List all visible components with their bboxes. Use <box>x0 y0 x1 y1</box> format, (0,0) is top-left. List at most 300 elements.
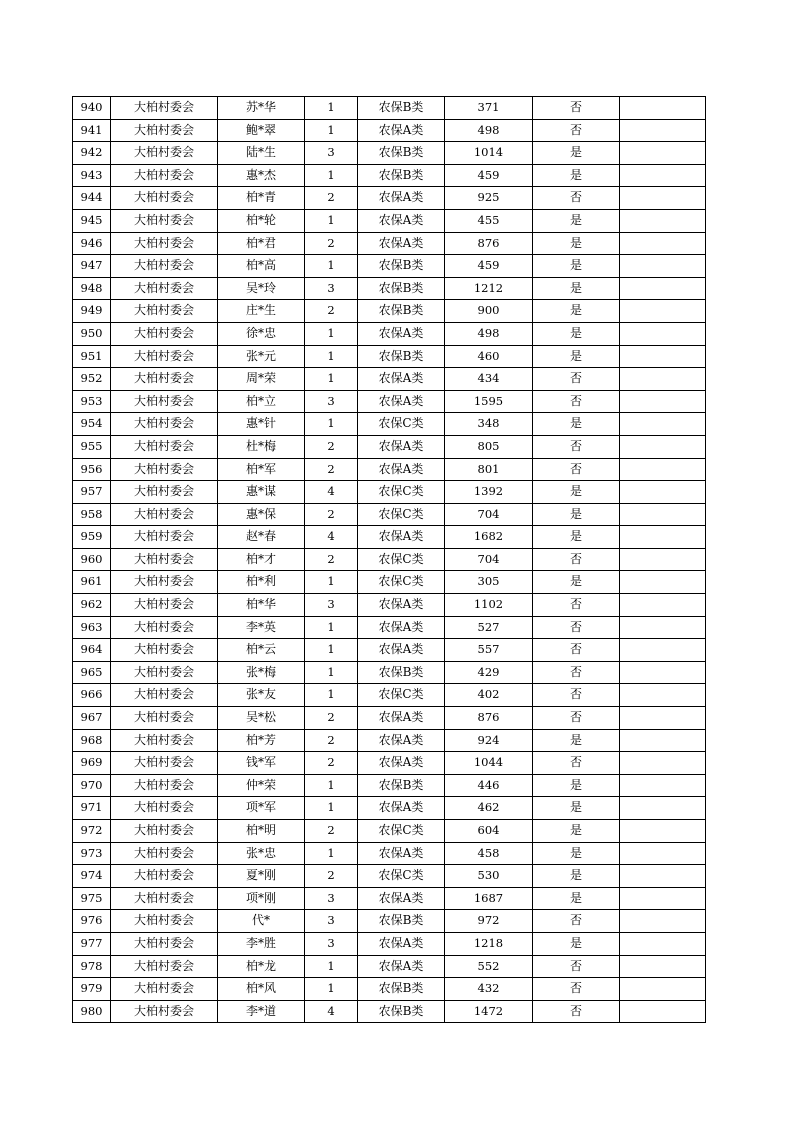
amount-cell: 459 <box>445 164 533 187</box>
yes-no-cell: 是 <box>533 729 620 752</box>
table-row <box>73 503 706 526</box>
household-count-cell: 1 <box>305 978 358 1001</box>
yes-no-cell: 是 <box>533 887 620 910</box>
amount-cell: 1392 <box>445 481 533 504</box>
household-count-cell: 2 <box>305 503 358 526</box>
row-number-cell: 973 <box>73 842 111 865</box>
amount-cell: 459 <box>445 255 533 278</box>
person-name-cell: 柏*君 <box>218 232 305 255</box>
village-committee-cell: 大柏村委会 <box>111 955 218 978</box>
table-row <box>73 820 706 843</box>
yes-no-cell: 否 <box>533 435 620 458</box>
yes-no-cell: 是 <box>533 232 620 255</box>
yes-no-cell: 是 <box>533 277 620 300</box>
insurance-type-cell: 农保C类 <box>358 571 445 594</box>
row-number-cell: 954 <box>73 413 111 436</box>
yes-no-cell: 是 <box>533 164 620 187</box>
amount-cell: 498 <box>445 322 533 345</box>
yes-no-cell: 否 <box>533 684 620 707</box>
table-row <box>73 187 706 210</box>
yes-no-cell: 否 <box>533 594 620 617</box>
table-row <box>73 435 706 458</box>
person-name-cell: 周*荣 <box>218 368 305 391</box>
household-count-cell: 1 <box>305 842 358 865</box>
row-number-cell: 970 <box>73 774 111 797</box>
person-name-cell: 吴*松 <box>218 707 305 730</box>
insurance-type-cell: 农保C类 <box>358 481 445 504</box>
row-number-cell: 955 <box>73 435 111 458</box>
remark-cell <box>620 571 706 594</box>
village-committee-cell: 大柏村委会 <box>111 707 218 730</box>
village-committee-cell: 大柏村委会 <box>111 119 218 142</box>
village-committee-cell: 大柏村委会 <box>111 774 218 797</box>
insurance-type-cell: 农保A类 <box>358 368 445 391</box>
remark-cell <box>620 503 706 526</box>
yes-no-cell: 是 <box>533 255 620 278</box>
insurance-type-cell: 农保C类 <box>358 684 445 707</box>
row-number-cell: 962 <box>73 594 111 617</box>
remark-cell <box>620 142 706 165</box>
household-count-cell: 2 <box>305 187 358 210</box>
amount-cell: 1212 <box>445 277 533 300</box>
row-number-cell: 957 <box>73 481 111 504</box>
row-number-cell: 976 <box>73 910 111 933</box>
insurance-type-cell: 农保B类 <box>358 978 445 1001</box>
amount-cell: 604 <box>445 820 533 843</box>
person-name-cell: 柏*高 <box>218 255 305 278</box>
amount-cell: 805 <box>445 435 533 458</box>
village-committee-cell: 大柏村委会 <box>111 616 218 639</box>
insurance-type-cell: 农保B类 <box>358 1000 445 1023</box>
amount-cell: 900 <box>445 300 533 323</box>
table-row <box>73 571 706 594</box>
person-name-cell: 陆*生 <box>218 142 305 165</box>
remark-cell <box>620 820 706 843</box>
row-number-cell: 941 <box>73 119 111 142</box>
remark-cell <box>620 797 706 820</box>
table-row <box>73 684 706 707</box>
remark-cell <box>620 887 706 910</box>
person-name-cell: 庄*生 <box>218 300 305 323</box>
row-number-cell: 948 <box>73 277 111 300</box>
household-count-cell: 3 <box>305 887 358 910</box>
household-count-cell: 2 <box>305 865 358 888</box>
yes-no-cell: 是 <box>533 571 620 594</box>
amount-cell: 1044 <box>445 752 533 775</box>
amount-cell: 429 <box>445 661 533 684</box>
person-name-cell: 苏*华 <box>218 97 305 120</box>
amount-cell: 1102 <box>445 594 533 617</box>
household-count-cell: 1 <box>305 571 358 594</box>
person-name-cell: 柏*青 <box>218 187 305 210</box>
row-number-cell: 977 <box>73 932 111 955</box>
person-name-cell: 惠*谋 <box>218 481 305 504</box>
person-name-cell: 柏*芳 <box>218 729 305 752</box>
person-name-cell: 吴*玲 <box>218 277 305 300</box>
household-count-cell: 1 <box>305 255 358 278</box>
insurance-type-cell: 农保B类 <box>358 661 445 684</box>
yes-no-cell: 是 <box>533 209 620 232</box>
person-name-cell: 柏*风 <box>218 978 305 1001</box>
household-count-cell: 3 <box>305 594 358 617</box>
insurance-type-cell: 农保A类 <box>358 594 445 617</box>
village-committee-cell: 大柏村委会 <box>111 639 218 662</box>
village-committee-cell: 大柏村委会 <box>111 503 218 526</box>
insurance-type-cell: 农保A类 <box>358 752 445 775</box>
table-row <box>73 164 706 187</box>
table-row <box>73 955 706 978</box>
table-row <box>73 277 706 300</box>
village-committee-cell: 大柏村委会 <box>111 164 218 187</box>
table-row <box>73 526 706 549</box>
row-number-cell: 946 <box>73 232 111 255</box>
household-count-cell: 1 <box>305 661 358 684</box>
row-number-cell: 961 <box>73 571 111 594</box>
row-number-cell: 940 <box>73 97 111 120</box>
village-committee-cell: 大柏村委会 <box>111 300 218 323</box>
amount-cell: 1472 <box>445 1000 533 1023</box>
household-count-cell: 2 <box>305 752 358 775</box>
village-committee-cell: 大柏村委会 <box>111 526 218 549</box>
person-name-cell: 杜*梅 <box>218 435 305 458</box>
household-count-cell: 1 <box>305 616 358 639</box>
village-committee-cell: 大柏村委会 <box>111 910 218 933</box>
amount-cell: 462 <box>445 797 533 820</box>
insurance-type-cell: 农保A类 <box>358 932 445 955</box>
household-count-cell: 1 <box>305 119 358 142</box>
village-committee-cell: 大柏村委会 <box>111 797 218 820</box>
yes-no-cell: 是 <box>533 820 620 843</box>
person-name-cell: 代* <box>218 910 305 933</box>
row-number-cell: 950 <box>73 322 111 345</box>
table-row <box>73 368 706 391</box>
amount-cell: 434 <box>445 368 533 391</box>
person-name-cell: 柏*华 <box>218 594 305 617</box>
remark-cell <box>620 255 706 278</box>
village-committee-cell: 大柏村委会 <box>111 390 218 413</box>
amount-cell: 460 <box>445 345 533 368</box>
table-row <box>73 97 706 120</box>
amount-cell: 876 <box>445 232 533 255</box>
household-count-cell: 1 <box>305 774 358 797</box>
table-row <box>73 142 706 165</box>
person-name-cell: 钱*军 <box>218 752 305 775</box>
insurance-type-cell: 农保B类 <box>358 164 445 187</box>
amount-cell: 1218 <box>445 932 533 955</box>
yes-no-cell: 是 <box>533 932 620 955</box>
yes-no-cell: 是 <box>533 481 620 504</box>
amount-cell: 924 <box>445 729 533 752</box>
row-number-cell: 965 <box>73 661 111 684</box>
amount-cell: 1595 <box>445 390 533 413</box>
amount-cell: 925 <box>445 187 533 210</box>
table-row <box>73 300 706 323</box>
row-number-cell: 944 <box>73 187 111 210</box>
insurance-type-cell: 农保B类 <box>358 300 445 323</box>
remark-cell <box>620 594 706 617</box>
yes-no-cell: 是 <box>533 413 620 436</box>
insurance-type-cell: 农保A类 <box>358 729 445 752</box>
person-name-cell: 柏*立 <box>218 390 305 413</box>
person-name-cell: 张*梅 <box>218 661 305 684</box>
remark-cell <box>620 639 706 662</box>
remark-cell <box>620 322 706 345</box>
village-committee-cell: 大柏村委会 <box>111 865 218 888</box>
table-row <box>73 707 706 730</box>
yes-no-cell: 是 <box>533 345 620 368</box>
household-count-cell: 1 <box>305 684 358 707</box>
yes-no-cell: 否 <box>533 616 620 639</box>
amount-cell: 402 <box>445 684 533 707</box>
person-name-cell: 柏*云 <box>218 639 305 662</box>
table-row <box>73 910 706 933</box>
insurance-type-cell: 农保B类 <box>358 97 445 120</box>
insurance-type-cell: 农保A类 <box>358 616 445 639</box>
yes-no-cell: 是 <box>533 300 620 323</box>
table-row <box>73 548 706 571</box>
village-committee-cell: 大柏村委会 <box>111 752 218 775</box>
village-committee-cell: 大柏村委会 <box>111 842 218 865</box>
household-count-cell: 1 <box>305 368 358 391</box>
row-number-cell: 979 <box>73 978 111 1001</box>
insurance-type-cell: 农保B类 <box>358 255 445 278</box>
remark-cell <box>620 458 706 481</box>
yes-no-cell: 否 <box>533 390 620 413</box>
row-number-cell: 942 <box>73 142 111 165</box>
household-count-cell: 1 <box>305 322 358 345</box>
row-number-cell: 978 <box>73 955 111 978</box>
insurance-type-cell: 农保A类 <box>358 458 445 481</box>
row-number-cell: 974 <box>73 865 111 888</box>
insurance-type-cell: 农保B类 <box>358 910 445 933</box>
person-name-cell: 柏*利 <box>218 571 305 594</box>
yes-no-cell: 否 <box>533 97 620 120</box>
yes-no-cell: 是 <box>533 865 620 888</box>
row-number-cell: 945 <box>73 209 111 232</box>
person-name-cell: 张*友 <box>218 684 305 707</box>
insurance-type-cell: 农保C类 <box>358 865 445 888</box>
remark-cell <box>620 661 706 684</box>
insurance-type-cell: 农保A类 <box>358 390 445 413</box>
row-number-cell: 964 <box>73 639 111 662</box>
household-count-cell: 2 <box>305 300 358 323</box>
yes-no-cell: 否 <box>533 1000 620 1023</box>
yes-no-cell: 否 <box>533 752 620 775</box>
village-committee-cell: 大柏村委会 <box>111 255 218 278</box>
person-name-cell: 张*忠 <box>218 842 305 865</box>
yes-no-cell: 否 <box>533 548 620 571</box>
village-committee-cell: 大柏村委会 <box>111 232 218 255</box>
household-count-cell: 1 <box>305 955 358 978</box>
table-row <box>73 865 706 888</box>
row-number-cell: 967 <box>73 707 111 730</box>
household-count-cell: 2 <box>305 435 358 458</box>
row-number-cell: 971 <box>73 797 111 820</box>
remark-cell <box>620 277 706 300</box>
village-committee-cell: 大柏村委会 <box>111 368 218 391</box>
insurance-type-cell: 农保C类 <box>358 548 445 571</box>
row-number-cell: 947 <box>73 255 111 278</box>
household-count-cell: 3 <box>305 142 358 165</box>
amount-cell: 455 <box>445 209 533 232</box>
data-table <box>72 96 706 1023</box>
household-count-cell: 2 <box>305 820 358 843</box>
remark-cell <box>620 164 706 187</box>
household-count-cell: 2 <box>305 458 358 481</box>
remark-cell <box>620 865 706 888</box>
remark-cell <box>620 729 706 752</box>
village-committee-cell: 大柏村委会 <box>111 932 218 955</box>
yes-no-cell: 否 <box>533 910 620 933</box>
person-name-cell: 赵*春 <box>218 526 305 549</box>
household-count-cell: 3 <box>305 932 358 955</box>
village-committee-cell: 大柏村委会 <box>111 277 218 300</box>
household-count-cell: 4 <box>305 526 358 549</box>
table-row <box>73 616 706 639</box>
yes-no-cell: 是 <box>533 842 620 865</box>
amount-cell: 1014 <box>445 142 533 165</box>
row-number-cell: 953 <box>73 390 111 413</box>
person-name-cell: 项*刚 <box>218 887 305 910</box>
yes-no-cell: 是 <box>533 797 620 820</box>
amount-cell: 557 <box>445 639 533 662</box>
remark-cell <box>620 910 706 933</box>
village-committee-cell: 大柏村委会 <box>111 887 218 910</box>
table-row <box>73 639 706 662</box>
household-count-cell: 1 <box>305 97 358 120</box>
remark-cell <box>620 413 706 436</box>
remark-cell <box>620 932 706 955</box>
village-committee-cell: 大柏村委会 <box>111 345 218 368</box>
household-count-cell: 2 <box>305 707 358 730</box>
person-name-cell: 柏*龙 <box>218 955 305 978</box>
person-name-cell: 张*元 <box>218 345 305 368</box>
yes-no-cell: 否 <box>533 661 620 684</box>
person-name-cell: 夏*刚 <box>218 865 305 888</box>
insurance-type-cell: 农保C类 <box>358 413 445 436</box>
amount-cell: 704 <box>445 503 533 526</box>
remark-cell <box>620 368 706 391</box>
household-count-cell: 1 <box>305 639 358 662</box>
insurance-type-cell: 农保A类 <box>358 797 445 820</box>
row-number-cell: 951 <box>73 345 111 368</box>
table-row <box>73 842 706 865</box>
remark-cell <box>620 209 706 232</box>
person-name-cell: 项*军 <box>218 797 305 820</box>
person-name-cell: 柏*明 <box>218 820 305 843</box>
household-count-cell: 1 <box>305 164 358 187</box>
remark-cell <box>620 232 706 255</box>
amount-cell: 704 <box>445 548 533 571</box>
amount-cell: 1682 <box>445 526 533 549</box>
household-count-cell: 1 <box>305 209 358 232</box>
village-committee-cell: 大柏村委会 <box>111 187 218 210</box>
person-name-cell: 柏*轮 <box>218 209 305 232</box>
row-number-cell: 975 <box>73 887 111 910</box>
insurance-type-cell: 农保A类 <box>358 322 445 345</box>
yes-no-cell: 否 <box>533 978 620 1001</box>
remark-cell <box>620 842 706 865</box>
remark-cell <box>620 1000 706 1023</box>
yes-no-cell: 否 <box>533 187 620 210</box>
yes-no-cell: 否 <box>533 119 620 142</box>
remark-cell <box>620 345 706 368</box>
household-count-cell: 3 <box>305 910 358 933</box>
remark-cell <box>620 707 706 730</box>
table-row <box>73 661 706 684</box>
household-count-cell: 3 <box>305 277 358 300</box>
row-number-cell: 952 <box>73 368 111 391</box>
table-row <box>73 887 706 910</box>
table-row <box>73 119 706 142</box>
row-number-cell: 972 <box>73 820 111 843</box>
village-committee-cell: 大柏村委会 <box>111 209 218 232</box>
person-name-cell: 柏*军 <box>218 458 305 481</box>
table-row <box>73 390 706 413</box>
insurance-type-cell: 农保A类 <box>358 119 445 142</box>
village-committee-cell: 大柏村委会 <box>111 1000 218 1023</box>
village-committee-cell: 大柏村委会 <box>111 548 218 571</box>
amount-cell: 371 <box>445 97 533 120</box>
amount-cell: 458 <box>445 842 533 865</box>
insurance-type-cell: 农保C类 <box>358 503 445 526</box>
row-number-cell: 968 <box>73 729 111 752</box>
person-name-cell: 徐*忠 <box>218 322 305 345</box>
remark-cell <box>620 752 706 775</box>
person-name-cell: 柏*才 <box>218 548 305 571</box>
row-number-cell: 949 <box>73 300 111 323</box>
yes-no-cell: 否 <box>533 368 620 391</box>
amount-cell: 530 <box>445 865 533 888</box>
amount-cell: 801 <box>445 458 533 481</box>
yes-no-cell: 是 <box>533 774 620 797</box>
amount-cell: 446 <box>445 774 533 797</box>
village-committee-cell: 大柏村委会 <box>111 978 218 1001</box>
remark-cell <box>620 684 706 707</box>
village-committee-cell: 大柏村委会 <box>111 684 218 707</box>
amount-cell: 498 <box>445 119 533 142</box>
yes-no-cell: 否 <box>533 639 620 662</box>
table-row <box>73 345 706 368</box>
village-committee-cell: 大柏村委会 <box>111 458 218 481</box>
remark-cell <box>620 119 706 142</box>
amount-cell: 348 <box>445 413 533 436</box>
remark-cell <box>620 548 706 571</box>
person-name-cell: 惠*针 <box>218 413 305 436</box>
person-name-cell: 李*道 <box>218 1000 305 1023</box>
table-row <box>73 458 706 481</box>
insurance-type-cell: 农保A类 <box>358 435 445 458</box>
village-committee-cell: 大柏村委会 <box>111 820 218 843</box>
table-row <box>73 481 706 504</box>
row-number-cell: 943 <box>73 164 111 187</box>
amount-cell: 305 <box>445 571 533 594</box>
remark-cell <box>620 616 706 639</box>
table-row <box>73 752 706 775</box>
table-row <box>73 209 706 232</box>
table-row <box>73 774 706 797</box>
yes-no-cell: 是 <box>533 503 620 526</box>
amount-cell: 432 <box>445 978 533 1001</box>
table-row <box>73 1000 706 1023</box>
row-number-cell: 963 <box>73 616 111 639</box>
row-number-cell: 969 <box>73 752 111 775</box>
household-count-cell: 1 <box>305 797 358 820</box>
yes-no-cell: 否 <box>533 707 620 730</box>
village-committee-cell: 大柏村委会 <box>111 435 218 458</box>
table-row <box>73 932 706 955</box>
table-body <box>73 97 706 1023</box>
